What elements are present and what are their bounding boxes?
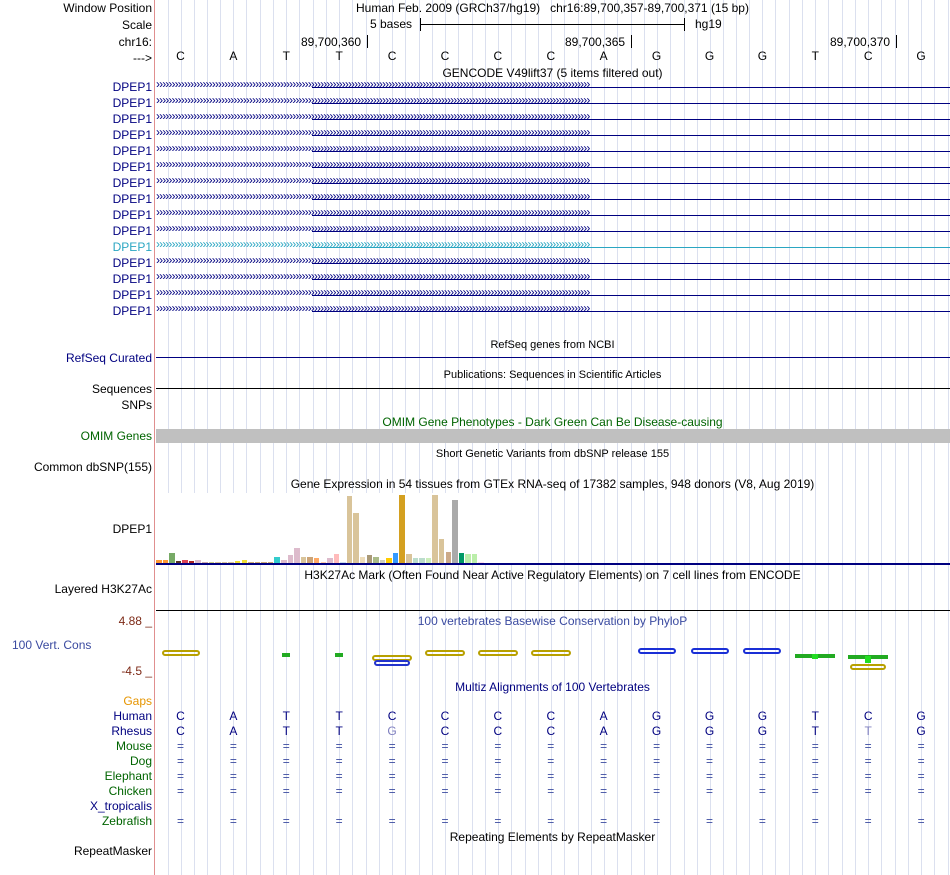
alignment-base: =	[176, 769, 184, 783]
scale-text: 5 bases	[370, 17, 413, 31]
alignment-base: =	[388, 739, 396, 753]
alignment-base: =	[494, 739, 502, 753]
alignment-base: =	[494, 754, 502, 768]
gtex-tissue-bar[interactable]	[439, 539, 445, 563]
alignment-base: =	[600, 814, 608, 828]
alignment-base: =	[282, 784, 290, 798]
coord-tick-mark	[896, 35, 897, 48]
alignment-base: =	[653, 784, 661, 798]
track-label-separator	[154, 0, 155, 875]
alignment-base: =	[758, 739, 766, 753]
coord-label: 89,700,365	[565, 35, 626, 49]
scale-bar	[420, 24, 685, 25]
gencode-transcript[interactable]	[156, 173, 948, 190]
alignment-base: =	[600, 754, 608, 768]
base-letter: T	[282, 49, 290, 63]
strand-arrows: ››››››››››››››››››››››››››››››››››››››››››››››››››››››››››››››››››››››››››››››››››››››››››››››››››››››››››››››››››››››››››››››››››››››››››››	[156, 77, 590, 91]
alignment-base: =	[758, 784, 766, 798]
species-label[interactable]: Rhesus	[111, 724, 152, 738]
publications-track-title: Publications: Sequences in Scientific Articles	[443, 369, 662, 381]
alignment-base: =	[282, 739, 290, 753]
alignment-base: =	[705, 739, 713, 753]
base-letter: C	[176, 49, 185, 63]
alignment-base: =	[758, 814, 766, 828]
alignment-base: =	[441, 784, 449, 798]
alignment-base: =	[229, 814, 237, 828]
repeatmasker-track-title: Repeating Elements by RepeatMasker	[449, 830, 656, 844]
alignment-base: =	[441, 754, 449, 768]
gtex-tissue-bar[interactable]	[472, 554, 478, 563]
alignment-base: A	[599, 724, 608, 738]
omim-track-title: OMIM Gene Phenotypes - Dark Green Can Be Disease-causing	[382, 415, 723, 429]
alignment-base: C	[546, 709, 556, 723]
gtex-bar-chart[interactable]	[156, 493, 536, 563]
alignment-base: G	[757, 709, 768, 723]
alignment-base: G	[916, 724, 926, 738]
scale-label: Scale	[121, 18, 152, 32]
gencode-transcript-label[interactable]: DPEP1	[112, 80, 152, 94]
alignment-base: =	[705, 784, 713, 798]
alignment-base: =	[388, 769, 396, 783]
alignment-base: =	[335, 814, 343, 828]
alignment-base: G	[704, 724, 715, 738]
coord-label: 89,700,360	[301, 35, 362, 49]
alignment-base: =	[811, 784, 819, 798]
base-letter: C	[863, 49, 873, 63]
alignment-base: =	[335, 784, 343, 798]
gencode-transcript[interactable]	[156, 125, 948, 142]
publications-track-label[interactable]: Sequences	[91, 382, 152, 396]
refseq-track-title: RefSeq genes from NCBI	[490, 339, 615, 351]
alignment-base: =	[811, 739, 819, 753]
alignment-base: =	[176, 814, 184, 828]
alignment-base: =	[864, 754, 872, 768]
alignment-base: =	[653, 754, 661, 768]
gencode-transcript-label[interactable]: DPEP1	[112, 224, 152, 238]
gtex-tissue-bar[interactable]	[459, 553, 465, 563]
alignment-base: G	[651, 709, 662, 723]
alignment-base: =	[917, 784, 925, 798]
coord-tick-mark	[367, 35, 368, 48]
gtex-track-label[interactable]: DPEP1	[112, 522, 152, 536]
dbsnp-track-label[interactable]: Common dbSNP(155)	[33, 460, 152, 474]
base-letter: C	[440, 49, 450, 63]
gtex-tissue-bar[interactable]	[288, 555, 294, 563]
strand-arrows: ››››››››››››››››››››››››››››››››››››››››››››››››››››››››››››››››››››››››››››››››››››››››››››››››››››››››››››››››››››››››››››››››››››››››››››	[156, 269, 590, 283]
coord-tick-mark	[631, 35, 632, 48]
phylop-max-label: 4.88 _	[118, 614, 152, 628]
species-label[interactable]: Human	[113, 709, 152, 723]
phylop-score-bar	[812, 654, 818, 659]
base-letter: A	[229, 49, 238, 63]
alignment-base: =	[653, 814, 661, 828]
alignment-base: =	[547, 769, 555, 783]
base-letter: G	[704, 49, 715, 63]
gencode-transcript-label[interactable]: DPEP1	[112, 256, 152, 270]
alignment-base: =	[758, 769, 766, 783]
strand-arrow-label: --->	[133, 51, 152, 65]
strand-arrows: ››››››››››››››››››››››››››››››››››››››››››››››››››››››››››››››››››››››››››››››››››››››››››››››››››››››››››››››››››››››››››››››››››››››››››››	[156, 237, 590, 251]
alignment-base: =	[864, 814, 872, 828]
alignment-base: =	[864, 784, 872, 798]
coord-label: 89,700,370	[830, 35, 891, 49]
alignment-base: =	[441, 769, 449, 783]
alignment-base: C	[176, 709, 185, 723]
alignment-base: =	[653, 769, 661, 783]
alignment-base: =	[494, 784, 502, 798]
alignment-base: T	[811, 709, 819, 723]
base-letter: C	[493, 49, 503, 63]
alignment-base: =	[388, 754, 396, 768]
gtex-tissue-bar[interactable]	[446, 552, 452, 563]
gencode-transcript[interactable]	[156, 109, 948, 126]
h3k27ac-track-title: H3K27Ac Mark (Often Found Near Active Regulatory Elements) on 7 cell lines from ENCODE	[304, 568, 801, 582]
omim-feature-bar[interactable]	[156, 429, 950, 443]
alignment-base: =	[600, 739, 608, 753]
refseq-track-label[interactable]: RefSeq Curated	[65, 351, 152, 365]
gencode-transcript-label[interactable]: DPEP1	[112, 112, 152, 126]
alignment-base: =	[335, 769, 343, 783]
phylop-min-label: -4.5 _	[121, 664, 152, 678]
alignment-base: C	[493, 724, 503, 738]
strand-arrows: ››››››››››››››››››››››››››››››››››››››››››››››››››››››››››››››››››››››››››››››››››››››››››››››››››››››››››››››››››››››››››››››››››››››››››››	[156, 157, 590, 171]
alignment-base: =	[811, 754, 819, 768]
alignment-base: G	[757, 724, 768, 738]
phylop-track-title: 100 vertebrates Basewise Conservation by PhyloP	[417, 614, 688, 628]
alignment-base: =	[547, 739, 555, 753]
omim-track-label[interactable]: OMIM Genes	[80, 429, 152, 443]
h3k27ac-baseline	[156, 610, 950, 611]
gencode-transcript[interactable]	[156, 141, 948, 158]
alignment-base: C	[387, 709, 397, 723]
strand-arrows: ››››››››››››››››››››››››››››››››››››››››››››››››››››››››››››››››››››››››››››››››››››››››››››››››››››››››››››››››››››››››››››››››››››››››››››	[156, 301, 590, 315]
phylop-base-logo	[478, 650, 518, 656]
gencode-track-title: GENCODE V49lift37 (5 items filtered out)	[442, 66, 663, 80]
phylop-base-logo	[691, 648, 729, 654]
strand-arrows: ››››››››››››››››››››››››››››››››››››››››››››››››››››››››››››››››››››››››››››››››››››››››››››››››››››››››››››››››››››››››››››››››››››››››››››	[156, 173, 590, 187]
dbsnp-track-title: Short Genetic Variants from dbSNP release 155	[435, 448, 670, 460]
species-label[interactable]: Dog	[129, 754, 152, 768]
alignment-base: =	[176, 754, 184, 768]
gtex-tissue-bar[interactable]	[465, 554, 471, 563]
strand-arrows: ››››››››››››››››››››››››››››››››››››››››››››››››››››››››››››››››››››››››››››››››››››››››››››››››››››››››››››››››››››››››››››››››››››››››››››	[156, 109, 590, 123]
alignment-base: T	[864, 724, 872, 738]
multiz-track-title: Multiz Alignments of 100 Vertebrates	[455, 680, 650, 694]
phylop-base-logo	[425, 650, 465, 656]
gencode-transcript-label[interactable]: DPEP1	[112, 192, 152, 206]
gencode-transcript[interactable]	[156, 205, 948, 222]
strand-arrows: ››››››››››››››››››››››››››››››››››››››››››››››››››››››››››››››››››››››››››››››››››››››››››››››››››››››››››››››››››››››››››››››››››››››››››››	[156, 285, 590, 299]
position-header	[155, 1, 950, 15]
species-label[interactable]: Zebrafish	[101, 814, 152, 828]
phylop-base-logo	[335, 653, 343, 657]
strand-arrows: ››››››››››››››››››››››››››››››››››››››››››››››››››››››››››››››››››››››››››››››››››››››››››››››››››››››››››››››››››››››››››››››››››››››››››››	[156, 221, 590, 235]
alignment-base: A	[229, 724, 238, 738]
base-letter: G	[651, 49, 662, 63]
alignment-base: =	[494, 769, 502, 783]
scale-db: hg19	[695, 17, 722, 31]
gencode-transcript[interactable]	[156, 285, 948, 302]
alignment-base: T	[282, 709, 290, 723]
phylop-base-logo	[374, 660, 410, 666]
gtex-tissue-bar[interactable]	[353, 513, 359, 563]
gencode-transcript[interactable]	[156, 221, 948, 238]
gencode-transcript[interactable]	[156, 253, 948, 270]
base-letter: C	[546, 49, 556, 63]
alignment-base: C	[493, 709, 503, 723]
alignment-base: =	[864, 769, 872, 783]
alignment-base: G	[387, 724, 397, 738]
refseq-gene-line[interactable]	[156, 357, 950, 358]
gtex-tissue-bar[interactable]	[432, 495, 438, 563]
alignment-base: =	[176, 784, 184, 798]
gencode-transcript-label[interactable]: DPEP1	[112, 240, 152, 254]
assembly-name: Human Feb. 2009 (GRCh37/hg19)	[356, 1, 541, 15]
gencode-transcript-label[interactable]: DPEP1	[112, 144, 152, 158]
alignment-base: =	[388, 814, 396, 828]
gtex-tissue-bar[interactable]	[334, 554, 340, 563]
phylop-base-logo	[162, 650, 200, 656]
snps-track-label[interactable]: SNPs	[121, 398, 152, 412]
alignment-base: =	[282, 814, 290, 828]
gencode-transcript-label[interactable]: DPEP1	[112, 272, 152, 286]
gencode-transcript-label[interactable]: DPEP1	[112, 304, 152, 318]
alignment-base: =	[176, 739, 184, 753]
gtex-tissue-bar[interactable]	[393, 553, 399, 563]
alignment-base: =	[547, 784, 555, 798]
species-label[interactable]: Chicken	[108, 784, 152, 798]
alignment-base: =	[335, 739, 343, 753]
alignment-base: =	[864, 739, 872, 753]
alignment-base: =	[600, 784, 608, 798]
alignment-base: =	[282, 769, 290, 783]
gencode-transcript-label[interactable]: DPEP1	[112, 160, 152, 174]
alignment-base: T	[811, 724, 819, 738]
alignment-base: C	[863, 709, 873, 723]
gencode-transcript-label[interactable]: DPEP1	[112, 288, 152, 302]
coord-tick	[565, 35, 625, 49]
alignment-base: =	[653, 739, 661, 753]
alignment-base: A	[599, 709, 608, 723]
alignment-base: =	[917, 739, 925, 753]
gtex-track-title: Gene Expression in 54 tissues from GTEx RNA-seq of 17382 samples, 948 donors (V8, Aug 2019)	[290, 477, 815, 491]
phylop-track-label[interactable]: 100 Vert. Cons	[12, 638, 92, 652]
alignment-base: =	[917, 814, 925, 828]
alignment-base: =	[705, 769, 713, 783]
gtex-tissue-bar[interactable]	[169, 553, 175, 563]
gencode-transcript[interactable]	[156, 189, 948, 206]
alignment-base: =	[282, 754, 290, 768]
alignment-base: =	[229, 739, 237, 753]
alignment-base: C	[546, 724, 556, 738]
phylop-base-logo	[850, 664, 886, 670]
gencode-transcript[interactable]	[156, 237, 948, 254]
phylop-base-logo	[282, 653, 290, 657]
gtex-tissue-bar[interactable]	[347, 496, 353, 563]
gtex-tissue-bar[interactable]	[399, 495, 405, 563]
coord-tick	[830, 35, 890, 49]
alignment-base: G	[651, 724, 662, 738]
alignment-base: =	[917, 769, 925, 783]
gencode-transcript[interactable]	[156, 157, 948, 174]
gencode-transcript[interactable]	[156, 77, 948, 94]
phylop-base-logo	[743, 648, 781, 654]
strand-arrows: ››››››››››››››››››››››››››››››››››››››››››››››››››››››››››››››››››››››››››››››››››››››››››››››››››››››››››››››››››››››››››››››››››››››››››››	[156, 125, 590, 139]
alignment-base: =	[335, 754, 343, 768]
alignment-base: =	[811, 769, 819, 783]
gencode-transcript-label[interactable]: DPEP1	[112, 128, 152, 142]
phylop-score-bar	[865, 656, 871, 663]
strand-arrows: ››››››››››››››››››››››››››››››››››››››››››››››››››››››››››››››››››››››››››››››››››››››››››››››››››››››››››››››››››››››››››››››››››››››››››››	[156, 253, 590, 267]
alignment-base: T	[282, 724, 290, 738]
gtex-tissue-bar[interactable]	[452, 500, 458, 563]
alignment-base: =	[600, 769, 608, 783]
base-letter: C	[387, 49, 397, 63]
alignment-base: =	[388, 784, 396, 798]
alignment-base: C	[440, 724, 450, 738]
species-label[interactable]: X_tropicalis	[89, 799, 152, 813]
species-label[interactable]: Elephant	[104, 769, 152, 783]
species-label[interactable]: Mouse	[115, 739, 152, 753]
alignment-base: =	[705, 754, 713, 768]
alignment-base: =	[441, 814, 449, 828]
publications-line[interactable]	[156, 388, 950, 389]
alignment-base: =	[917, 754, 925, 768]
base-letter: T	[811, 49, 819, 63]
coord-tick	[301, 35, 361, 49]
alignment-base: C	[440, 709, 450, 723]
alignment-base: =	[705, 814, 713, 828]
alignment-base: =	[547, 814, 555, 828]
alignment-base: =	[229, 769, 237, 783]
gencode-transcript-label[interactable]: DPEP1	[112, 176, 152, 190]
gtex-tissue-bar[interactable]	[294, 548, 300, 563]
alignment-base: =	[229, 754, 237, 768]
strand-arrows: ››››››››››››››››››››››››››››››››››››››››››››››››››››››››››››››››››››››››››››››››››››››››››››››››››››››››››››››››››››››››››››››››››››››››››››	[156, 141, 590, 155]
chromosome-label: chr16:	[118, 35, 152, 49]
alignment-base: G	[704, 709, 715, 723]
base-letter: T	[335, 49, 343, 63]
gencode-transcript[interactable]	[156, 93, 948, 110]
gaps-label: Gaps	[123, 694, 152, 708]
alignment-base: T	[335, 709, 343, 723]
gtex-tissue-bar[interactable]	[367, 555, 373, 563]
window-position-label: Window Position	[63, 1, 152, 15]
alignment-base: =	[547, 754, 555, 768]
h3k27ac-track-label[interactable]: Layered H3K27Ac	[54, 582, 152, 596]
phylop-base-logo	[638, 648, 676, 654]
alignment-base: =	[494, 814, 502, 828]
gencode-transcript[interactable]	[156, 269, 948, 286]
base-letter: A	[599, 49, 608, 63]
alignment-base: A	[229, 709, 238, 723]
strand-arrows: ››››››››››››››››››››››››››››››››››››››››››››››››››››››››››››››››››››››››››››››››››››››››››››››››››››››››››››››››››››››››››››››››››››››››››››	[156, 93, 590, 107]
gtex-tissue-bar[interactable]	[406, 554, 412, 563]
alignment-base: G	[916, 709, 926, 723]
strand-arrows: ››››››››››››››››››››››››››››››››››››››››››››››››››››››››››››››››››››››››››››››››››››››››››››››››››››››››››››››››››››››››››››››››››››››››››››	[156, 205, 590, 219]
alignment-base: =	[811, 814, 819, 828]
alignment-base: C	[176, 724, 185, 738]
alignment-base: =	[758, 754, 766, 768]
base-letter: G	[916, 49, 926, 63]
strand-arrows: ››››››››››››››››››››››››››››››››››››››››››››››››››››››››››››››››››››››››››››››››››››››››››››››››››››››››››››››››››››››››››››››››››››››››››››	[156, 189, 590, 203]
alignment-base: T	[335, 724, 343, 738]
base-letter: G	[757, 49, 768, 63]
genomic-position[interactable]: chr16:89,700,357-89,700,371 (15 bp)	[550, 1, 749, 15]
alignment-base: =	[229, 784, 237, 798]
repeatmasker-track-label[interactable]: RepeatMasker	[73, 844, 152, 858]
gencode-transcript-label[interactable]: DPEP1	[112, 96, 152, 110]
alignment-base: =	[441, 739, 449, 753]
phylop-base-logo	[531, 650, 571, 656]
gencode-transcript-label[interactable]: DPEP1	[112, 208, 152, 222]
gencode-transcript[interactable]	[156, 301, 948, 318]
gtex-gene-model[interactable]	[156, 563, 950, 565]
